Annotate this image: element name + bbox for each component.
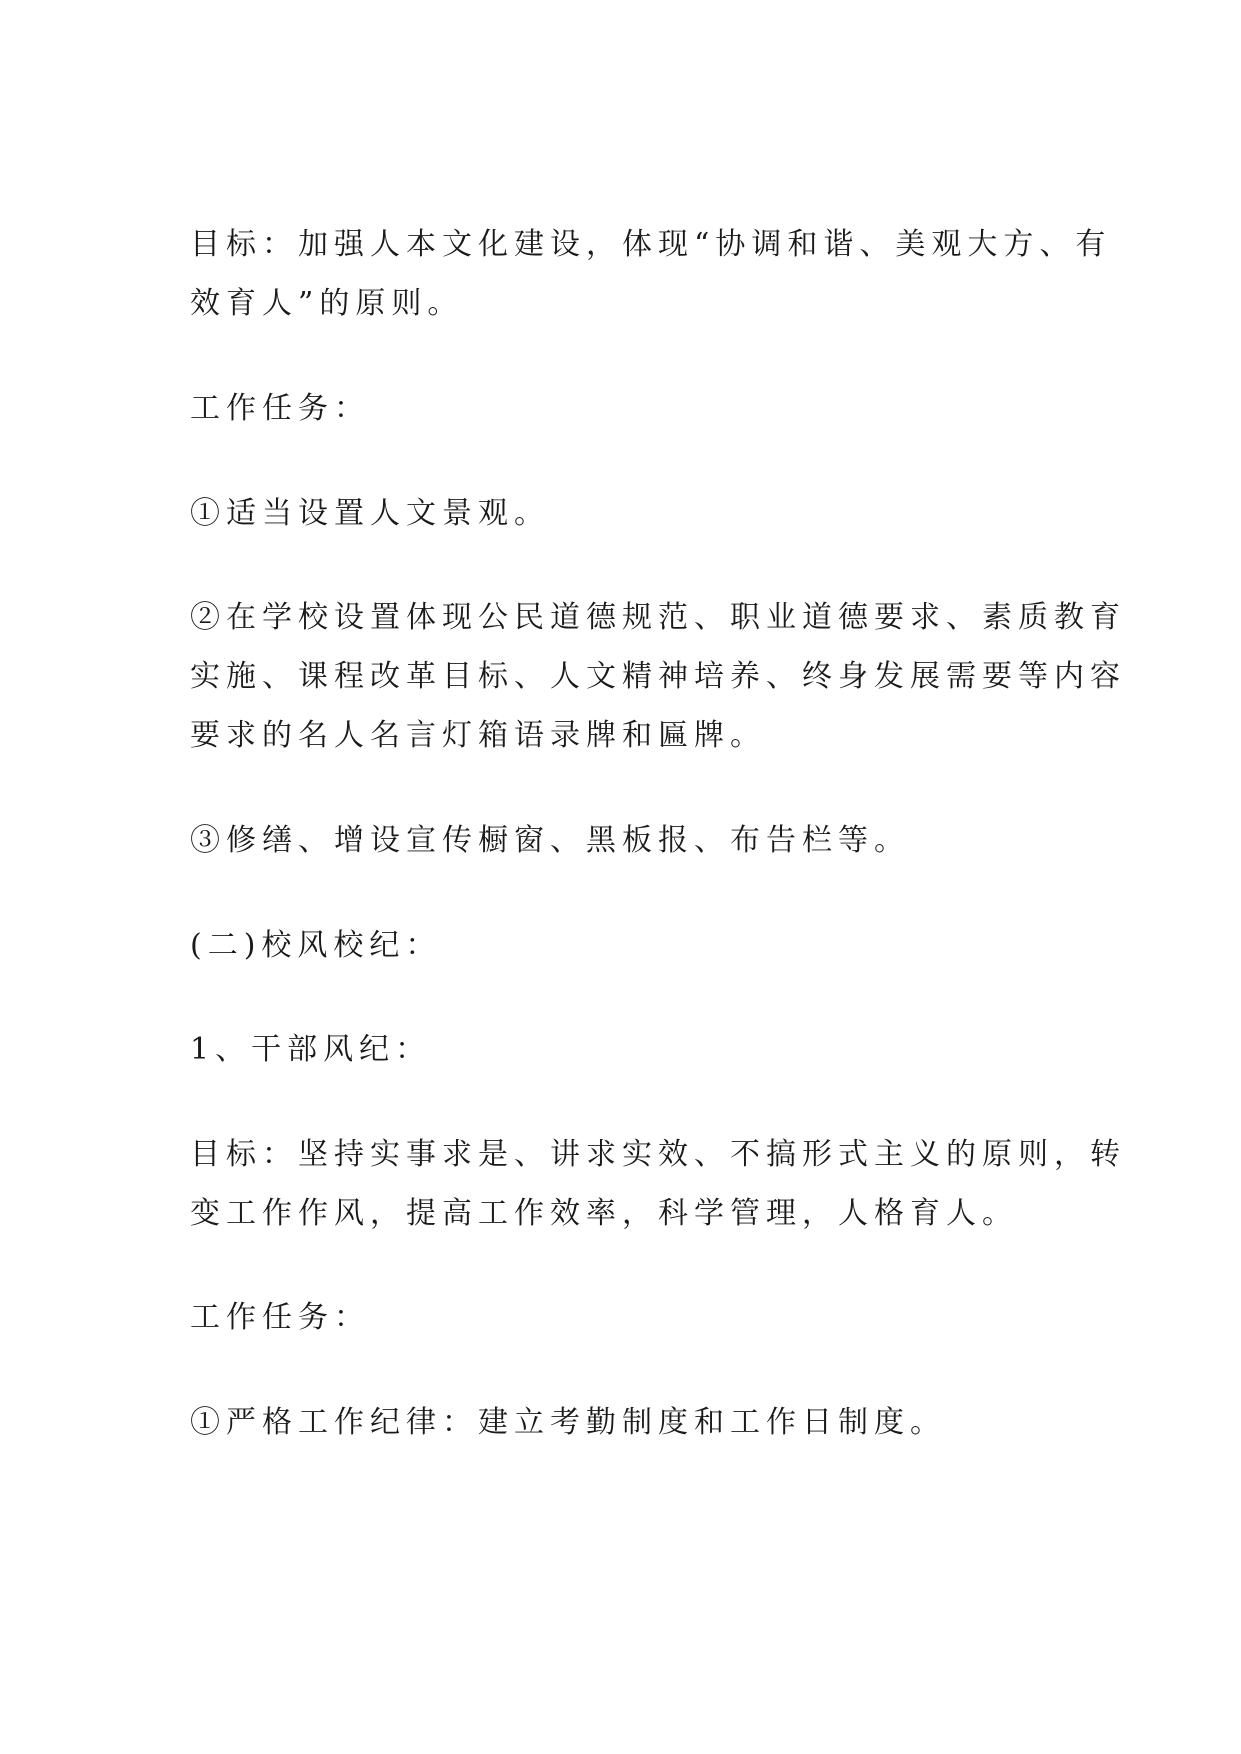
subsection-heading-cadre-discipline: 1、干部风纪： (190, 1032, 432, 1067)
section-heading-school-discipline: (二)校风校纪： (190, 928, 442, 963)
paragraph-goal-2-line-1: 目标：坚持实事求是、讲求实效、不搞形式主义的原则，转 (190, 1137, 1126, 1172)
paragraph-task-discipline-1: ①严格工作纪律：建立考勤制度和工作日制度。 (190, 1405, 946, 1440)
paragraph-task-1: ①适当设置人文景观。 (190, 496, 550, 531)
paragraph-task-2-line-3: 要求的名人名言灯箱语录牌和匾牌。 (190, 718, 766, 753)
paragraph-goal-line-1: 目标：加强人本文化建设，体现“协调和谐、美观大方、有 (190, 227, 1112, 262)
paragraph-task-2-line-2: 实施、课程改革目标、人文精神培养、终身发展需要等内容 (190, 659, 1126, 694)
paragraph-tasks-heading: 工作任务： (190, 391, 370, 426)
paragraph-task-3: ③修缮、增设宣传橱窗、黑板报、布告栏等。 (190, 823, 910, 858)
paragraph-tasks-heading-2: 工作任务： (190, 1300, 370, 1335)
paragraph-goal-line-2: 效育人”的原则。 (190, 286, 464, 321)
paragraph-task-2-line-1: ②在学校设置体现公民道德规范、职业道德要求、素质教育 (190, 600, 1126, 635)
paragraph-goal-2-line-2: 变工作作风，提高工作效率，科学管理，人格育人。 (190, 1196, 1018, 1231)
